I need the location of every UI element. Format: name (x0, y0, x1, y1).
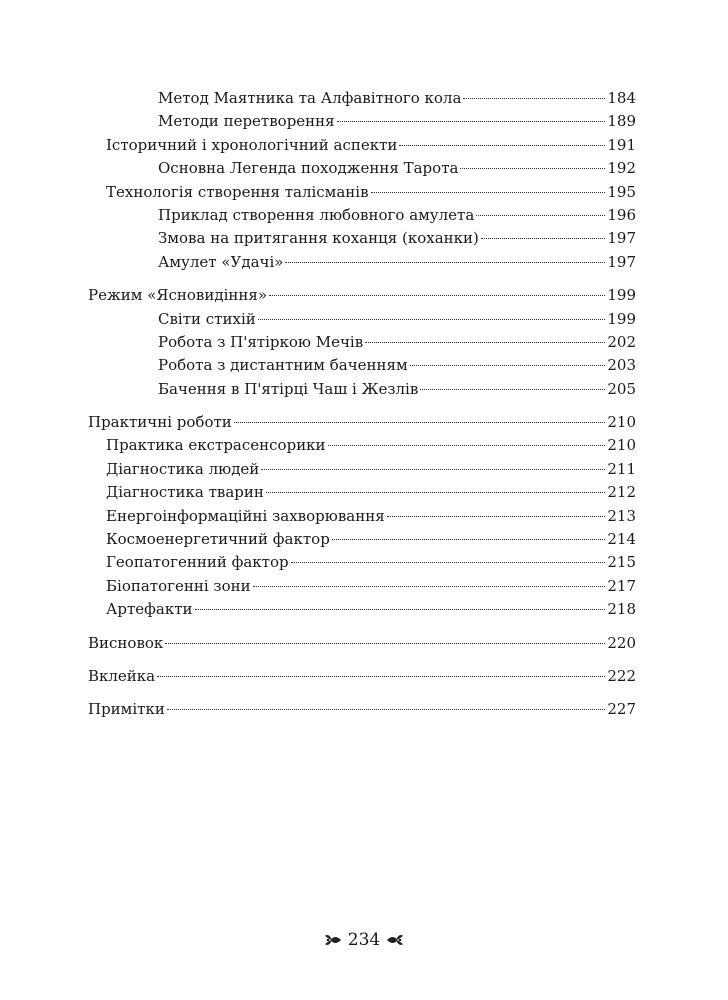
toc-entry-page: 210 (607, 436, 636, 455)
toc-entry-label: Діагностика людей (106, 459, 260, 478)
toc-entry-label: Історичний і хронологічний аспекти (106, 135, 398, 154)
toc-entry[interactable] (88, 528, 636, 551)
toc-entry-page: 197 (607, 229, 636, 248)
toc-entry-page: 211 (607, 459, 636, 478)
dot-leader (463, 98, 605, 99)
table-of-contents (88, 87, 636, 722)
dot-leader (266, 492, 605, 493)
toc-entry-label: Світи стихій (158, 309, 256, 328)
toc-entry-page: 213 (607, 506, 636, 525)
dot-leader (291, 562, 606, 563)
toc-entry[interactable] (88, 110, 636, 133)
dot-leader (410, 365, 606, 366)
toc-entry-label: Примітки (88, 700, 165, 719)
toc-entry-label: Висновок (88, 633, 164, 652)
toc-entry-label: Метод Маятника та Алфавітного кола (158, 89, 462, 107)
toc-entry-page: 215 (607, 553, 636, 572)
dot-leader (253, 586, 606, 587)
toc-entry-page: 227 (607, 700, 636, 719)
toc-entry-page: 195 (607, 182, 636, 201)
toc-entry-label: Артефакти (106, 600, 193, 619)
toc-entry-label: Робота з П'ятіркою Мечів (158, 332, 364, 351)
toc-entry-label: Космоенергетичний фактор (106, 530, 330, 549)
toc-entry-page: 197 (607, 252, 636, 271)
toc-entry-page: 192 (607, 159, 636, 178)
toc-entry-page: 184 (607, 89, 636, 107)
dot-leader (460, 168, 605, 169)
toc-entry-page: 220 (607, 633, 636, 652)
page-number: 234 (347, 930, 381, 950)
toc-entry[interactable] (88, 181, 636, 204)
toc-entry-label: Діагностика тварин (106, 483, 264, 502)
toc-entry-page: 212 (607, 483, 636, 502)
toc-entry-label: Практика екстрасенсорики (106, 436, 326, 455)
dot-leader (157, 676, 605, 677)
toc-entry[interactable] (88, 87, 636, 110)
dot-leader (167, 709, 606, 710)
floral-ornament-icon (324, 931, 342, 949)
toc-entry[interactable] (88, 505, 636, 528)
toc-entry-page: 199 (607, 286, 636, 305)
dot-leader (258, 319, 606, 320)
toc-entry[interactable] (88, 134, 636, 157)
dot-leader (481, 238, 606, 239)
toc-entry-label: Методи перетворення (158, 112, 335, 131)
toc-entry-page: 217 (607, 576, 636, 595)
toc-entry-page: 218 (607, 600, 636, 619)
toc-entry-label: Змова на притягання коханця (коханки) (158, 229, 479, 248)
dot-leader (195, 609, 606, 610)
dot-leader (285, 262, 605, 263)
dot-leader (234, 422, 606, 423)
toc-entry[interactable] (88, 308, 636, 331)
toc-entry[interactable] (88, 575, 636, 598)
toc-entry-label: Основна Легенда походження Тарота (158, 159, 459, 178)
dot-leader (328, 445, 606, 446)
toc-entry-page: 222 (607, 666, 636, 685)
toc-entry-page: 202 (607, 332, 636, 351)
toc-entry[interactable] (88, 434, 636, 457)
dot-leader (337, 121, 606, 122)
toc-entry-page: 191 (607, 135, 636, 154)
toc-entry[interactable] (88, 632, 636, 655)
dot-leader (476, 215, 605, 216)
toc-entry-label: Бачення в П'ятірці Чаш і Жезлів (158, 379, 419, 398)
dot-leader (269, 295, 605, 296)
toc-entry-page: 205 (607, 379, 636, 398)
toc-entry-label: Вклейка (88, 666, 156, 685)
toc-entry[interactable] (88, 354, 636, 377)
toc-entry-label: Приклад створення любовного амулета (158, 205, 475, 224)
dot-leader (261, 469, 605, 470)
dot-leader (365, 342, 605, 343)
dot-leader (420, 389, 605, 390)
dot-leader (399, 145, 605, 146)
toc-entry-page: 199 (607, 309, 636, 328)
toc-entry-page: 203 (607, 356, 636, 375)
toc-entry-page: 214 (607, 530, 636, 549)
toc-entry[interactable] (88, 157, 636, 180)
toc-entry[interactable] (88, 204, 636, 227)
toc-entry[interactable] (88, 378, 636, 401)
toc-entry[interactable] (88, 481, 636, 504)
dot-leader (332, 539, 606, 540)
toc-entry-page: 210 (607, 413, 636, 432)
toc-entry-label: Геопатогенний фактор (106, 553, 289, 572)
toc-entry[interactable] (88, 227, 636, 250)
dot-leader (165, 643, 605, 644)
toc-entry[interactable] (88, 551, 636, 574)
dot-leader (371, 192, 606, 193)
toc-entry-page: 196 (607, 205, 636, 224)
toc-entry-label: Амулет «Удачі» (158, 252, 284, 271)
toc-entry[interactable] (88, 665, 636, 688)
toc-entry[interactable] (88, 411, 636, 434)
toc-entry-label: Технологія створення талісманів (106, 182, 369, 201)
dot-leader (387, 516, 606, 517)
toc-entry[interactable] (88, 598, 636, 621)
toc-entry-label: Біопатогенні зони (106, 576, 251, 595)
page-footer (0, 930, 728, 950)
toc-entry-label: Режим «Ясновидіння» (88, 286, 268, 305)
toc-entry[interactable] (88, 331, 636, 354)
toc-entry[interactable] (88, 698, 636, 721)
toc-entry-label: Практичні роботи (88, 413, 232, 432)
toc-entry-label: Енергоінформаційні захворювання (106, 506, 385, 525)
toc-entry[interactable] (88, 251, 636, 274)
toc-entry-page: 189 (607, 112, 636, 131)
toc-entry[interactable] (88, 458, 636, 481)
toc-entry-label: Робота з дистантним баченням (158, 356, 408, 375)
floral-ornament-icon (386, 931, 404, 949)
toc-entry[interactable] (88, 284, 636, 307)
